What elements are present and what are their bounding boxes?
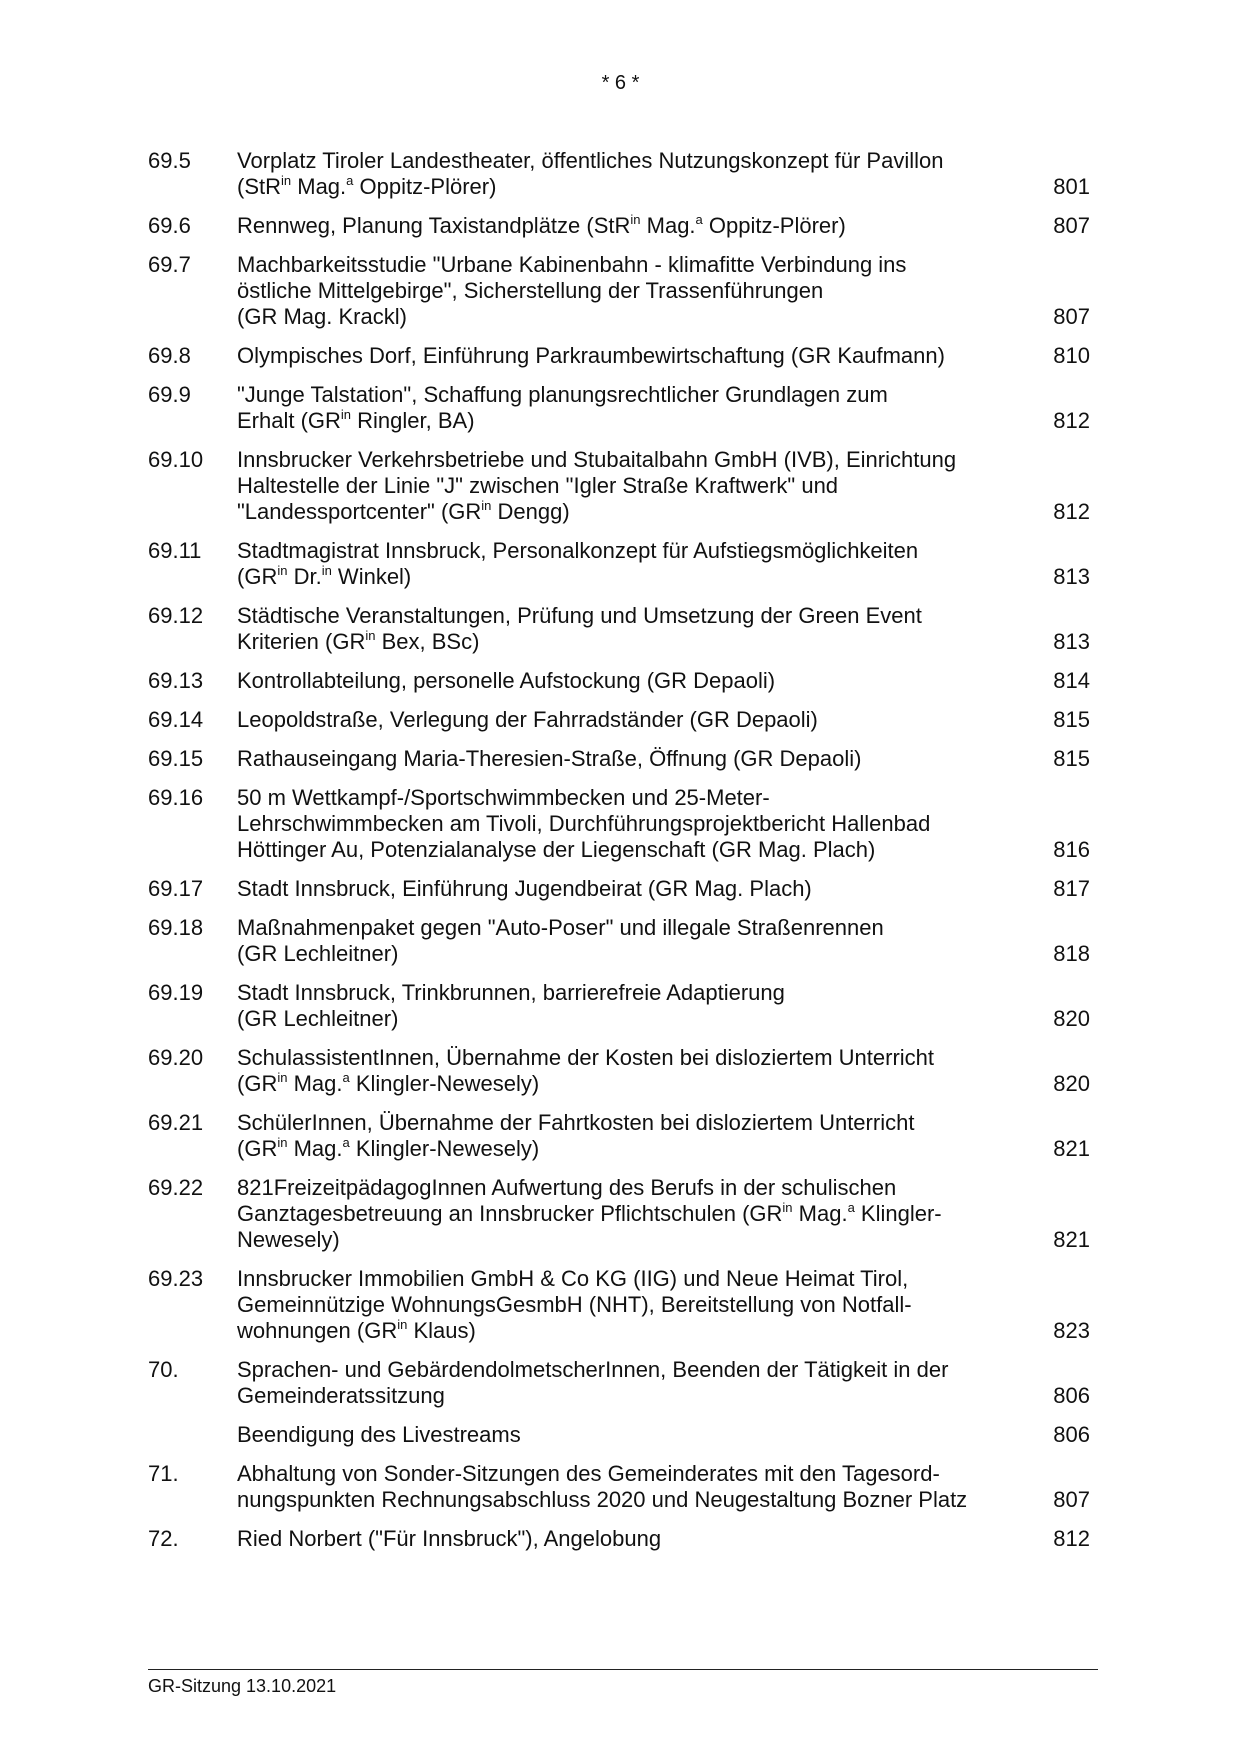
superscript: in [277,1135,288,1150]
toc-entry-page: 818 [1053,941,1090,966]
toc-entry-title-line [237,148,1024,174]
title-text: Maßnahmenpaket gegen "Auto-Poser" und illegale Straßenrennen [237,915,884,940]
toc-entry-page: 816 [1053,837,1090,862]
toc-entry-number: 69.9 [148,382,191,407]
toc-entry-title-line [237,1292,1024,1318]
toc-entry-title-line [237,980,1024,1006]
toc-entry-title-line [237,915,1024,941]
toc-entry-page: 807 [1053,304,1090,329]
toc-entry-title [237,915,1034,967]
title-text: Dengg) [491,499,570,524]
title-text: Mag. [640,213,696,238]
toc-entry-title-line [237,1045,1024,1071]
title-text: 821FreizeitpädagogInnen Aufwertung des Berufs in der schulischen [237,1175,897,1200]
toc-entry-page: 815 [1053,707,1090,732]
title-text: Innsbrucker Verkehrsbetriebe und Stubaitalbahn GmbH (IVB), Einrichtung [237,447,957,472]
toc-entry-title-line [237,447,1024,473]
toc-entry [148,213,1090,239]
toc-entry-page: 813 [1053,629,1090,654]
toc-entry-title-line [237,746,1024,772]
title-text: Winkel) [331,564,412,589]
title-text: Ried Norbert ("Für Innsbruck"), Angelobung [237,1526,662,1551]
toc-entry-title-line [237,837,1024,863]
title-text: Olympisches Dorf, Einführung Parkraumbewirtschaftung (GR Kaufmann) [237,343,945,368]
toc-entry-number: 69.19 [148,980,204,1005]
superscript: in [481,498,492,513]
toc-entry-page: 821 [1053,1136,1090,1161]
toc-entry-title [237,213,1034,239]
toc-entry-title [237,148,1034,200]
toc-entry-title-line [237,1383,1024,1409]
title-text: wohnungen (GR [237,1318,398,1343]
superscript: a [695,212,703,227]
title-text: (GR Lechleitner) [237,941,399,966]
title-text: Rennweg, Planung Taxistandplätze (StR [237,213,631,238]
toc-entry-page: 806 [1053,1422,1090,1447]
toc-entry-number: 69.12 [148,603,204,628]
toc-entry-page: 815 [1053,746,1090,771]
toc-entry-title [237,668,1034,694]
title-text: (GR [237,1136,278,1161]
toc-entry-page: 820 [1053,1006,1090,1031]
toc-entry-title-line [237,629,1024,655]
toc-entry-number: 69.11 [148,538,202,563]
toc-entry-title-line [237,941,1024,967]
table-of-contents [148,148,1090,1565]
toc-entry-title [237,1357,1034,1409]
toc-entry-title-line [237,1318,1024,1344]
toc-entry-title-line [237,1526,1024,1552]
toc-entry-title-line [237,382,1024,408]
toc-entry-title [237,1175,1034,1253]
toc-entry-title-line [237,1175,1024,1201]
toc-entry-title-line [237,1357,1024,1383]
toc-entry-number: 69.18 [148,915,204,940]
toc-entry [148,915,1090,967]
title-text: Abhaltung von Sonder-Sitzungen des Gemeinderates mit den Tagesord- [237,1461,940,1486]
toc-entry [148,746,1090,772]
toc-entry-title-line [237,1487,1024,1513]
toc-entry-number: 69.15 [148,746,204,771]
toc-entry-title [237,980,1034,1032]
toc-entry-number: 69.20 [148,1045,204,1070]
superscript: in [281,173,292,188]
toc-entry-page: 823 [1053,1318,1090,1343]
toc-entry-title-line [237,876,1024,902]
toc-entry-title-line [237,564,1024,590]
toc-entry-number: 69.10 [148,447,204,472]
toc-entry-title-line [237,408,1024,434]
toc-entry-number: 70. [148,1357,179,1382]
title-text: Klingler- [854,1201,942,1226]
title-text: "Junge Talstation", Schaffung planungsrechtlicher Grundlagen zum [237,382,888,407]
toc-entry-title-line [237,1461,1024,1487]
toc-entry-title-line [237,473,1024,499]
toc-entry [148,876,1090,902]
toc-entry [148,980,1090,1032]
toc-entry-title [237,1526,1034,1552]
superscript: a [342,1070,350,1085]
title-text: Mag. [792,1201,848,1226]
toc-entry-number: 69.16 [148,785,204,810]
title-text: Klaus) [407,1318,476,1343]
toc-entry-title-line [237,1006,1024,1032]
toc-entry-title-line [237,499,1024,525]
title-text: (GR [237,564,278,589]
toc-entry-number: 69.5 [148,148,191,173]
title-text: östliche Mittelgebirge", Sicherstellung der Trassenführungen [237,278,824,303]
toc-entry-page: 817 [1053,876,1090,901]
toc-entry-number: 69.7 [148,252,191,277]
toc-entry [148,1461,1090,1513]
title-text: Städtische Veranstaltungen, Prüfung und Umsetzung der Green Event [237,603,922,628]
toc-entry [148,148,1090,200]
toc-entry-title [237,538,1034,590]
title-text: "Landessportcenter" (GR [237,499,482,524]
toc-entry [148,343,1090,369]
title-text: Machbarkeitsstudie "Urbane Kabinenbahn - klimafitte Verbindung ins [237,252,907,277]
title-text: Mag. [287,1071,343,1096]
title-text: (StR [237,174,281,199]
title-text: Klingler-Newesely) [349,1071,540,1096]
title-text: (GR Mag. Krackl) [237,304,407,329]
toc-entry-page: 807 [1053,213,1090,238]
title-text: SchulassistentInnen, Übernahme der Kosten bei disloziertem Unterricht [237,1045,935,1070]
toc-entry [148,668,1090,694]
toc-entry [148,785,1090,863]
superscript: in [365,628,376,643]
superscript: in [321,563,332,578]
toc-entry-title-line [237,1201,1024,1227]
title-text: Stadtmagistrat Innsbruck, Personalkonzept für Aufstiegsmöglichkeiten [237,538,919,563]
toc-entry-title-line [237,213,1024,239]
toc-entry-title-line [237,1071,1024,1097]
title-text: Oppitz-Plörer) [353,174,497,199]
superscript: in [340,407,352,422]
toc-entry-title-line [237,252,1024,278]
toc-entry [148,1266,1090,1344]
toc-entry-title-line [237,707,1024,733]
title-text: Gemeinnützige WohnungsGesmbH (NHT), Bereitstellung von Notfall- [237,1292,912,1317]
title-text: 50 m Wettkampf-/Sportschwimmbecken und 25-Meter- [237,785,770,810]
toc-entry [148,1110,1090,1162]
toc-entry [148,1045,1090,1097]
superscript: in [397,1317,408,1332]
title-text: Oppitz-Plörer) [702,213,846,238]
toc-entry [148,1526,1090,1552]
toc-entry-number: 69.17 [148,876,204,901]
title-text: Leopoldstraße, Verlegung der Fahrradständer (GR Depaoli) [237,707,818,732]
toc-entry-title-line [237,1266,1024,1292]
superscript: in [277,563,288,578]
toc-entry-title [237,1045,1034,1097]
toc-entry-title-line [237,1110,1024,1136]
toc-entry-title [237,876,1034,902]
superscript: in [277,1070,288,1085]
title-text: Newesely) [237,1227,340,1252]
toc-entry-number: 69.14 [148,707,204,732]
superscript: in [630,212,641,227]
title-text: Mag. [291,174,347,199]
title-text: (GR Lechleitner) [237,1006,399,1031]
title-text: Erhalt (GR [237,408,341,433]
toc-entry-number: 69.13 [148,668,204,693]
title-text: Bex, BSc) [375,629,480,654]
footer-text: GR-Sitzung 13.10.2021 [148,1676,337,1696]
toc-entry-page: 812 [1053,1526,1090,1551]
title-text: Rathauseingang Maria-Theresien-Straße, Öffnung (GR Depaoli) [237,746,862,771]
title-text: Gemeinderatssitzung [237,1383,445,1408]
toc-entry-page: 801 [1053,174,1090,199]
toc-entry [148,538,1090,590]
toc-entry-title [237,707,1034,733]
toc-entry-title [237,343,1034,369]
toc-entry-title-line [237,343,1024,369]
superscript: a [346,173,354,188]
toc-entry-number: 69.8 [148,343,191,368]
title-text: Mag. [287,1136,343,1161]
toc-entry-title-line [237,174,1024,200]
toc-entry-page: 812 [1053,408,1090,433]
superscript: a [847,1200,855,1215]
toc-entry [148,447,1090,525]
title-text: Ganztagesbetreuung an Innsbrucker Pflichtschulen (GR [237,1201,783,1226]
title-text: Lehrschwimmbecken am Tivoli, Durchführungsprojektbericht Hallenbad [237,811,931,836]
toc-entry-title-line [237,1422,1024,1448]
title-text: Kontrollabteilung, personelle Aufstockung (GR Depaoli) [237,668,776,693]
toc-entry [148,252,1090,330]
toc-entry-title [237,603,1034,655]
toc-entry-title-line [237,668,1024,694]
toc-entry-title-line [237,811,1024,837]
title-text: Beendigung des Livestreams [237,1422,521,1447]
toc-entry-number: 69.21 [148,1110,204,1135]
title-text: Ringler, BA) [351,408,475,433]
toc-entry-title [237,252,1034,330]
toc-entry-title [237,447,1034,525]
toc-entry-title [237,1461,1034,1513]
toc-entry [148,1422,1090,1448]
toc-entry-title [237,1110,1034,1162]
page-number: * 6 * [601,72,640,94]
toc-entry-number: 69.22 [148,1175,204,1200]
toc-entry-title [237,1266,1034,1344]
toc-entry-number: 72. [148,1526,179,1551]
toc-entry [148,707,1090,733]
title-text: Höttinger Au, Potenzialanalyse der Liegenschaft (GR Mag. Plach) [237,837,876,862]
toc-entry-title-line [237,1136,1024,1162]
toc-entry-page: 820 [1053,1071,1090,1096]
toc-entry-number: 69.23 [148,1266,204,1291]
toc-entry-page: 810 [1053,343,1090,368]
toc-entry-number: 71. [148,1461,179,1486]
title-text: Vorplatz Tiroler Landestheater, öffentliches Nutzungskonzept für Pavillon [237,148,944,173]
toc-entry-title [237,1422,1034,1448]
toc-entry [148,1357,1090,1409]
toc-entry-title [237,785,1034,863]
title-text: Dr. [287,564,322,589]
toc-entry-page: 821 [1053,1227,1090,1252]
toc-entry-title-line [237,1227,1024,1253]
toc-entry [148,603,1090,655]
toc-entry-page: 806 [1053,1383,1090,1408]
toc-entry-number: 69.6 [148,213,191,238]
toc-entry-title [237,382,1034,434]
superscript: in [782,1200,793,1215]
title-text: Klingler-Newesely) [349,1136,540,1161]
toc-entry-title-line [237,603,1024,629]
title-text: nungspunkten Rechnungsabschluss 2020 und Neugestaltung Bozner Platz [237,1487,968,1512]
footer-divider [148,1669,1098,1670]
toc-entry-page: 813 [1053,564,1090,589]
superscript: a [342,1135,350,1150]
title-text: Sprachen- und GebärdendolmetscherInnen, Beenden der Tätigkeit in der [237,1357,949,1382]
toc-entry-title-line [237,785,1024,811]
title-text: Stadt Innsbruck, Trinkbrunnen, barrierefreie Adaptierung [237,980,785,1005]
toc-entry-page: 807 [1053,1487,1090,1512]
toc-entry [148,1175,1090,1253]
toc-entry-page: 812 [1053,499,1090,524]
title-text: Kriterien (GR [237,629,366,654]
toc-entry-title-line [237,304,1024,330]
toc-entry [148,382,1090,434]
toc-entry-title-line [237,278,1024,304]
toc-entry-page: 814 [1053,668,1090,693]
toc-entry-title-line [237,538,1024,564]
title-text: SchülerInnen, Übernahme der Fahrtkosten bei disloziertem Unterricht [237,1110,915,1135]
title-text: (GR [237,1071,278,1096]
toc-entry-title [237,746,1034,772]
title-text: Stadt Innsbruck, Einführung Jugendbeirat (GR Mag. Plach) [237,876,812,901]
title-text: Innsbrucker Immobilien GmbH & Co KG (IIG) und Neue Heimat Tirol, [237,1266,909,1291]
title-text: Haltestelle der Linie "J" zwischen "Igler Straße Kraftwerk" und [237,473,839,498]
